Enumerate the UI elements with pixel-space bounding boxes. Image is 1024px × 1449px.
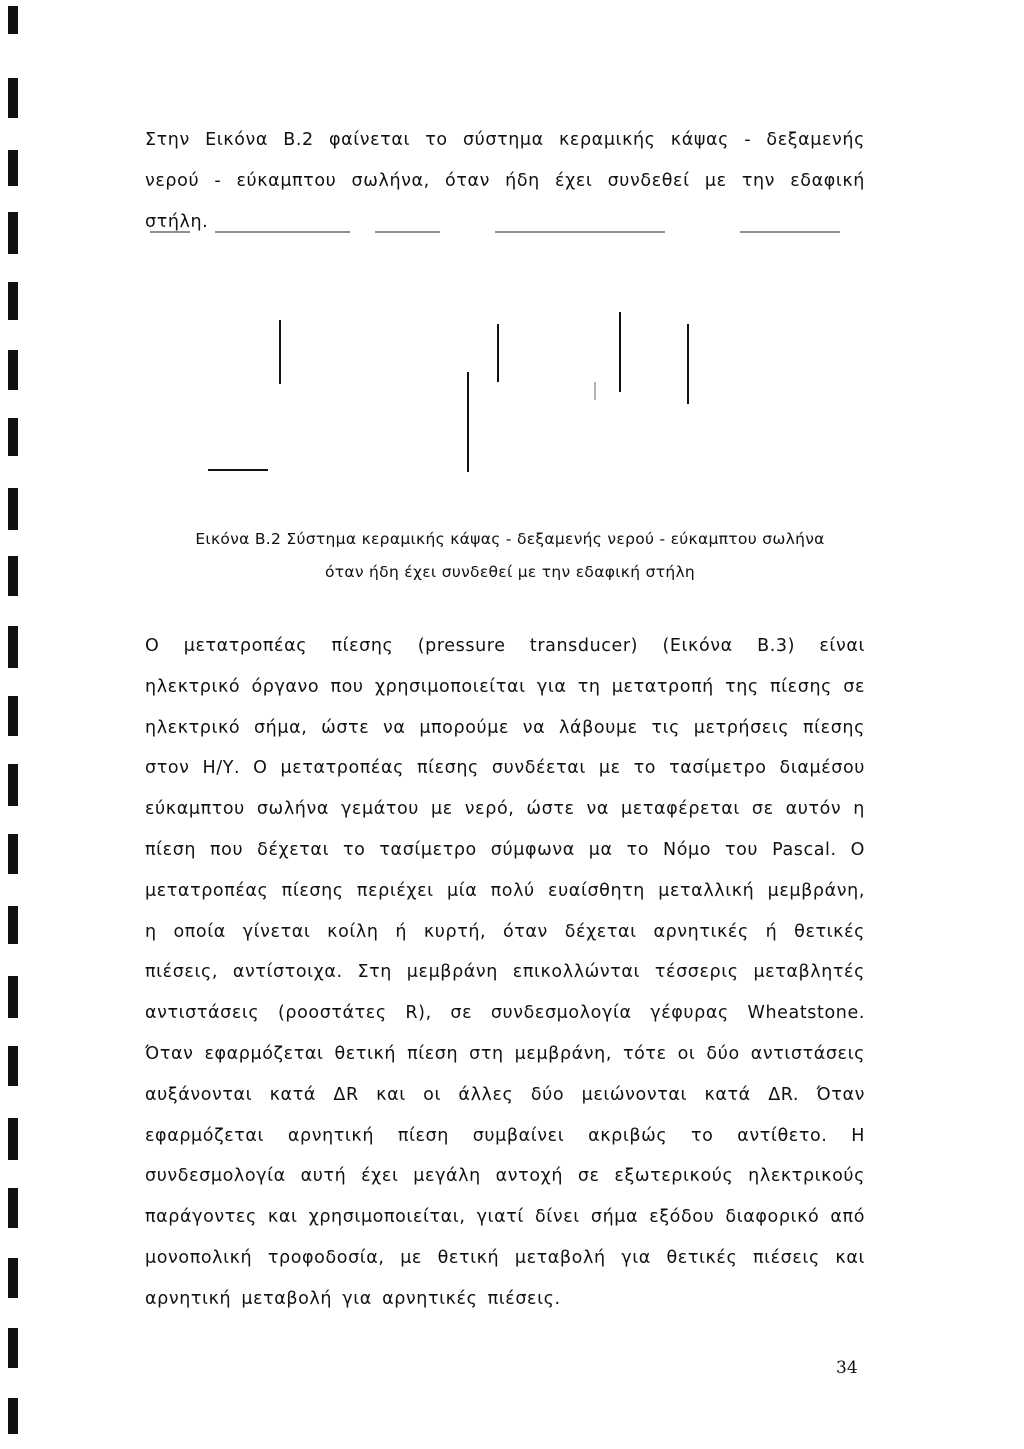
scan-mark (8, 350, 18, 390)
body-paragraph: Ο μετατροπέας πίεσης (pressure transducer) (Εικόνα Β.3) είναι ηλεκτρικό όργανο που χρησιμοποιείται για τη μετατροπή της πίεσης σε ηλεκτρικό σήμα, ώστε να μπορούμε να λάβουμε τις μετρήσεις πίεσης στον Η/Υ. Ο μετατροπέας πίεσης συνδέεται με το τασίμετρο διαμέσου εύκαμπτου σωλήνα γεμάτου με νερό, ώστε να μεταφέρεται σε αυτόν η πίεση που δέχεται το τασίμετρο σύμφωνα μα το Νόμο του Pascal. Ο μετατροπέας πίεσης περιέχει μία πολύ ευαίσθητη μεταλλική μεμβράνη, η οποία γίνεται κοίλη ή κυρτή, όταν δέχεται αρνητικές ή θετικές πιέσεις, αντίστοιχα. Στη μεμβράνη επικολλώνται τέσσερις μεταβλητές αντιστάσεις (ροοστάτες R), σε συνδεσμολογία γέφυρας Wheatstone. Όταν εφαρμόζεται θετική πίεση στη μεμβράνη, τότε οι δύο αντιστάσεις αυξάνονται κατά ΔR και οι άλλες δύο μειώνονται κατά ΔR. Όταν εφαρμόζεται αρνητική πίεση συμβαίνει ακριβώς το αντίθετο. Η συνδεσμολογία αυτή έχει μεγάλη αντοχή σε εξωτερικούς ηλεκτρικούς παράγοντες και χρησιμοποιείται, γιατί δίνει σήμα εξόδου διαφορικό από μονοπολική τροφοδοσία, με θετική μεταβολή για θετικές πιέσεις και αρνητική μεταβολή για αρνητικές πιέσεις. (145, 636, 865, 1309)
scan-mark (8, 1398, 18, 1434)
scan-mark (8, 1328, 18, 1368)
scan-mark (8, 976, 18, 1018)
scan-mark (8, 1188, 18, 1228)
scan-mark (8, 6, 18, 34)
scan-mark (8, 764, 18, 806)
scan-mark (8, 78, 18, 118)
page-number: 34 (836, 1358, 858, 1378)
scan-mark (8, 418, 18, 456)
scan-mark (8, 150, 18, 186)
scan-mark (8, 626, 18, 668)
scan-margin-marks (0, 0, 40, 1449)
intro-paragraph: Στην Εικόνα Β.2 φαίνεται το σύστημα κεραμικής κάψας - δεξαμενής νερού - εύκαμπτου σωλήνα, όταν ήδη έχει συνδεθεί με την εδαφική στήλη. (145, 130, 865, 232)
scan-mark (8, 282, 18, 320)
scan-mark (8, 906, 18, 944)
scan-mark (8, 556, 18, 596)
scan-mark (8, 834, 18, 874)
figure-caption-line1: Εικόνα Β.2 Σύστημα κεραμικής κάψας - δεξαμενής νερού - εύκαμπτου σωλήνα (195, 530, 825, 548)
scan-mark (8, 1258, 18, 1298)
scan-mark (8, 488, 18, 530)
scan-mark (8, 696, 18, 736)
scan-mark (8, 212, 18, 254)
scan-mark (8, 1118, 18, 1160)
figure-caption-line2: όταν ήδη έχει συνδεθεί με την εδαφική στήλη (324, 563, 696, 581)
scan-mark (8, 1046, 18, 1086)
figure-remnant (150, 222, 870, 482)
